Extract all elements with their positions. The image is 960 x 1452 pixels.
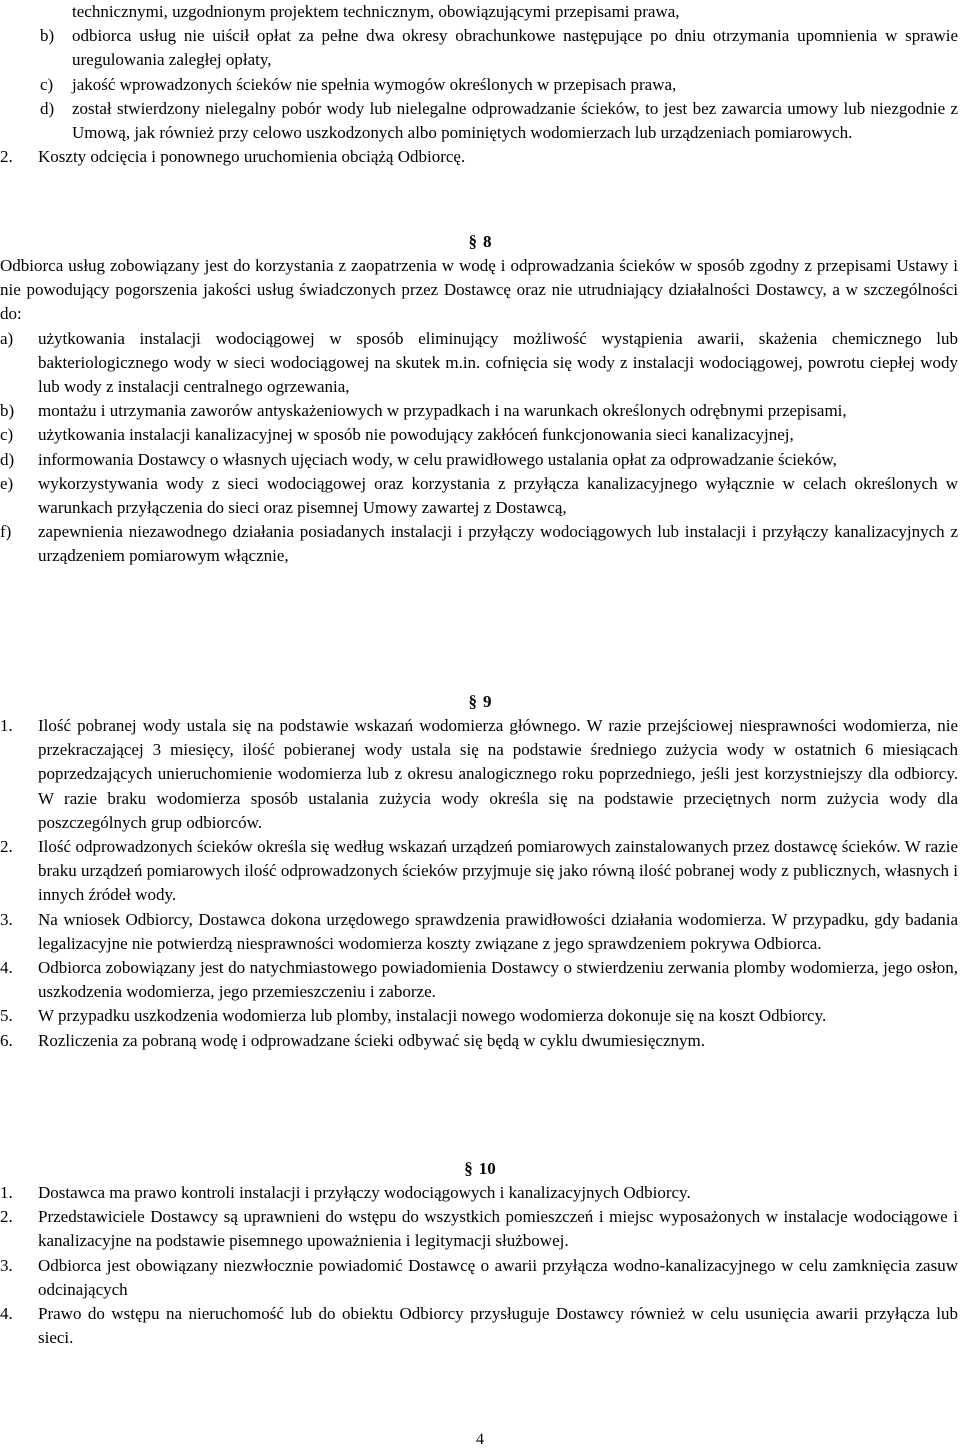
list-item xyxy=(0,714,958,835)
list-text: Ilość pobranej wody ustala się na podstawie wskazań wodomierza głównego. W razie przejściowej niesprawności wodomierza, nie przekraczającej 3 miesięcy, ilość pobieranej wody ustala się na podstawie średniego zużycia wody w ostatnich 6 miesiącach poprzedzających unieruchomienie wodomierza lub z okresu analogicznego roku poprzedniego, jeśli jest korzystniejszy dla odbiorcy. W razie braku wodomierza sposób ustalania zużycia wody określa się na podstawie przeciętnych norm zużycia wody dla poszczególnych grup odbiorców. xyxy=(38,716,958,832)
list-marker: 3. xyxy=(0,909,13,929)
list-item xyxy=(0,97,958,145)
list-marker: e) xyxy=(0,473,14,493)
list-marker: 6. xyxy=(0,1030,13,1050)
list-item xyxy=(0,1205,958,1253)
section-heading xyxy=(0,690,960,714)
list-text: Ilość odprowadzonych ścieków określa się według wskazań urządzeń pomiarowych zainstalowanych przez dostawcę ścieków. W razie braku urządzeń pomiarowych ilość odprowadzonych ścieków przyjmuje się jako równą ilość pobranej wody z publicznych, własnych i innych źródeł wody. xyxy=(38,837,958,905)
list-item xyxy=(0,908,958,956)
list-marker: d) xyxy=(0,449,15,469)
list-item xyxy=(0,520,958,568)
list-item xyxy=(0,1029,958,1053)
continuation-line: technicznymi, uzgodnionym projektem technicznym, obowiązującymi przepisami prawa, xyxy=(72,2,680,21)
list-text: Prawo do wstępu na nieruchomość lub do obiektu Odbiorcy przysługuje Dostawcy również w celu usunięcia awarii przyłącza lub sieci. xyxy=(38,1304,958,1348)
list-text: użytkowania instalacji kanalizacyjnej w sposób nie powodujący zakłóceń funkcjonowania sieci kanalizacyjnej, xyxy=(38,425,794,445)
list-text: Na wniosek Odbiorcy, Dostawca dokona urzędowego sprawdzenia prawidłowości działania wodomierza. W przypadku, gdy badania legalizacyjne nie potwierdzą niesprawności wodomierza koszty związane z jego sprawdzeniem pokrywa Odbiorca. xyxy=(38,909,958,953)
list-marker: 4. xyxy=(0,958,13,978)
list-item xyxy=(0,956,958,1004)
list-marker: b) xyxy=(0,401,15,421)
list-marker: 3. xyxy=(0,1255,13,1275)
list-text: Przedstawiciele Dostawcy są uprawnieni do wstępu do wszystkich pomieszczeń i miejsc wyposażonych w instalacje wodociągowe i kanalizacyjne na podstawie pisemnego upoważnienia i legitymacji służbowej. xyxy=(38,1207,958,1251)
list-text: montażu i utrzymania zaworów antyskażeniowych w przypadkach i na warunkach określonych odrębnymi przepisami, xyxy=(38,401,847,421)
list-text: Koszty odcięcia i ponownego uruchomienia obciążą Odbiorcę. xyxy=(38,147,466,167)
list-item xyxy=(0,24,958,72)
list-item xyxy=(0,1004,958,1028)
list-item xyxy=(0,399,958,423)
list-text: jakość wprowadzonych ścieków nie spełnia wymogów określonych w przepisach prawa, xyxy=(72,74,677,94)
list-marker: 2. xyxy=(0,1207,13,1227)
section-9 xyxy=(0,690,960,1053)
list-marker: 2. xyxy=(0,147,13,167)
paragraph-sign: § xyxy=(464,1159,473,1178)
section-intro: Odbiorca usług zobowiązany jest do korzystania z zaopatrzenia w wodę i odprowadzania ścieków w sposób zgodny z przepisami Ustawy i nie powodujący pogorszenia jakości usług świadczonych przez Dostawcę oraz nie utrudniający działalności Dostawcy, a w szczególności do: xyxy=(0,256,958,324)
list-marker: c) xyxy=(40,74,54,94)
list-text: został stwierdzony nielegalny pobór wody lub nielegalne odprowadzanie ścieków, to jest bez zawarcia umowy lub niezgodnie z Umową, jak również przy celowo uszkodzonych albo pominiętych wodomierzach lub urządzeniach pomiarowych. xyxy=(72,98,958,143)
list-text: informowania Dostawcy o własnych ujęciach wody, w celu prawidłowego ustalania opłat za odprowadzanie ścieków, xyxy=(38,449,837,469)
list-text: W przypadku uszkodzenia wodomierza lub plomby, instalacji nowego wodomierza dokonuje się na koszt Odbiorcy. xyxy=(38,1006,827,1026)
list-text: Dostawca ma prawo kontroli instalacji i przyłączy wodociągowych i kanalizacyjnych Odbiorcy. xyxy=(38,1183,691,1202)
top-block xyxy=(0,0,960,169)
list-marker: 2. xyxy=(0,837,13,857)
list-text: zapewnienia niezawodnego działania posiadanych instalacji i przyłączy wodociągowych lub instalacji i przyłączy kanalizacyjnych z urządzeniem pomiarowym włącznie, xyxy=(38,522,958,566)
list-item xyxy=(0,1254,958,1302)
list-item xyxy=(0,327,958,400)
section-number: 8 xyxy=(483,232,492,251)
list-item xyxy=(0,73,958,97)
list-item xyxy=(0,423,958,447)
paragraph-sign: § xyxy=(468,232,477,251)
section-number: 9 xyxy=(483,692,492,711)
list-marker: 1. xyxy=(0,716,13,735)
list-item xyxy=(0,472,958,520)
list-marker: 1. xyxy=(0,1183,13,1202)
list-text: użytkowania instalacji wodociągowej w sposób eliminujący możliwość wystąpienia awarii, skażenia chemicznego lub bakteriologicznego wody w sieci wodociągowej na skutek m.in. cofnięcia się wody z instalacji wodociągowej, powrotu ciepłej wody lub wody z instalacji centralnego ogrzewania, xyxy=(38,328,958,397)
section-10 xyxy=(0,1157,960,1350)
list-text: Odbiorca jest obowiązany niezwłocznie powiadomić Dostawcę o awarii przyłącza wodno-kanalizacyjnego w celu zamknięcia zasuw odcinających xyxy=(38,1255,958,1299)
list-marker: b) xyxy=(40,26,55,46)
list-item xyxy=(0,1181,958,1205)
list-text: wykorzystywania wody z sieci wodociągowej oraz korzystania z przyłącza kanalizacyjnego wyłącznie w celach określonych w warunkach przyłączenia do sieci oraz pisemnej Umowy zawartej z Dostawcą, xyxy=(38,473,958,518)
section-8 xyxy=(0,230,960,569)
list-text: Odbiorca zobowiązany jest do natychmiastowego powiadomienia Dostawcy o stwierdzeniu zerwania plomby wodomierza, jego osłon, uszkodzenia wodomierza, jego przemieszczeniu i zaborze. xyxy=(38,958,958,1002)
list-marker: f) xyxy=(0,522,12,542)
list-marker: c) xyxy=(0,425,14,445)
list-marker: 4. xyxy=(0,1304,13,1324)
list-item xyxy=(0,448,958,472)
list-item xyxy=(0,145,958,169)
list-item xyxy=(0,1302,958,1350)
page-number: 4 xyxy=(476,1431,484,1448)
section-number: 10 xyxy=(478,1159,496,1178)
list-text: odbiorca usług nie uiścił opłat za pełne dwa okresy obrachunkowe następujące po dniu otrzymania upomnienia w sprawie uregulowania zaległej opłaty, xyxy=(72,26,958,70)
section-heading xyxy=(0,230,960,254)
list-item xyxy=(0,835,958,908)
section-heading xyxy=(0,1157,960,1181)
paragraph-sign: § xyxy=(468,692,477,711)
list-marker: a) xyxy=(0,328,14,348)
list-marker: 5. xyxy=(0,1006,13,1026)
list-marker: d) xyxy=(40,98,55,118)
list-text: Rozliczenia za pobraną wodę i odprowadzane ścieki odbywać się będą w cyklu dwumiesięcznym. xyxy=(38,1030,706,1050)
